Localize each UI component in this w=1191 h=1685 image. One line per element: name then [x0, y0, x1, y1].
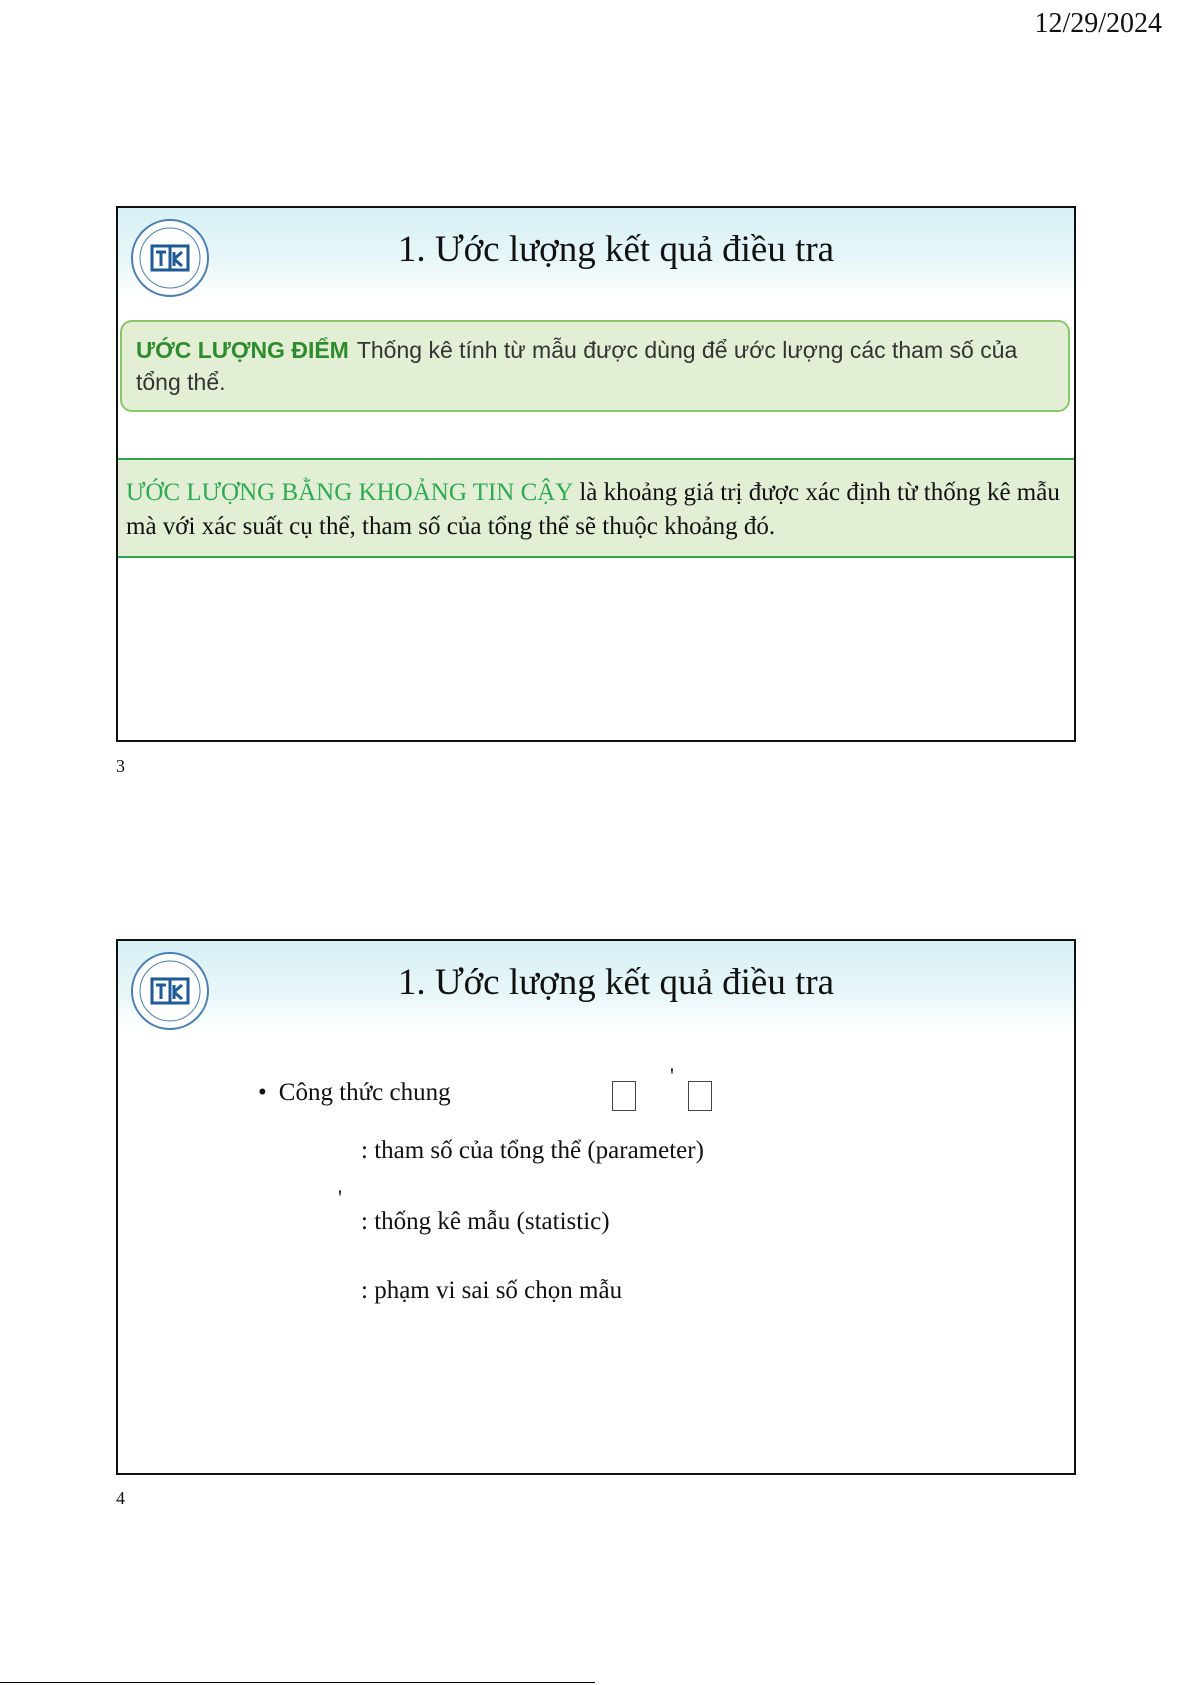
point-estimate-text: Thống kê tính từ mẫu được dùng để ước lượng các tham số của tổng thể.: [136, 337, 1018, 395]
prime-mark: ': [670, 1063, 674, 1088]
point-estimate-term: ƯỚC LƯỢNG ĐIỂM: [136, 337, 349, 363]
missing-symbol-glyph: [612, 1081, 636, 1111]
bullet-text: Công thức chung: [278, 1079, 451, 1106]
page-number: 4: [116, 1488, 125, 1508]
slide-header: [118, 941, 1074, 1031]
definition-statistic: : thống kê mẫu (statistic): [361, 1208, 610, 1235]
slide-header: [118, 208, 1074, 298]
missing-symbol-glyph: [688, 1081, 712, 1111]
interval-estimate-text: là khoảng giá trị được xác định từ thống kê mẫu mà với xác suất cụ thể, tham số của tổng thể sẽ thuộc khoảng đó.: [126, 479, 1060, 540]
footer-rule: [0, 1682, 595, 1683]
prime-mark: ': [338, 1185, 342, 1210]
slide-3: [116, 206, 1076, 742]
point-estimate-box: [120, 320, 1070, 412]
interval-estimate-box: [118, 458, 1074, 558]
page-date: 12/29/2024: [1034, 8, 1162, 39]
slide-title: 1. Ước lượng kết quả điều tra: [397, 962, 835, 1003]
page-number: 3: [116, 756, 125, 776]
slide-4: [116, 939, 1076, 1475]
definition-margin-of-error: : phạm vi sai số chọn mẫu: [361, 1277, 623, 1304]
bullet-item: [258, 1079, 451, 1107]
slide-title: 1. Ước lượng kết quả điều tra: [397, 229, 835, 270]
interval-estimate-term: ƯỚC LƯỢNG BẰNG KHOẢNG TIN CẬY: [126, 479, 574, 506]
definition-parameter: : tham số của tổng thể (parameter): [361, 1137, 704, 1164]
bullet-icon: •: [258, 1079, 267, 1106]
